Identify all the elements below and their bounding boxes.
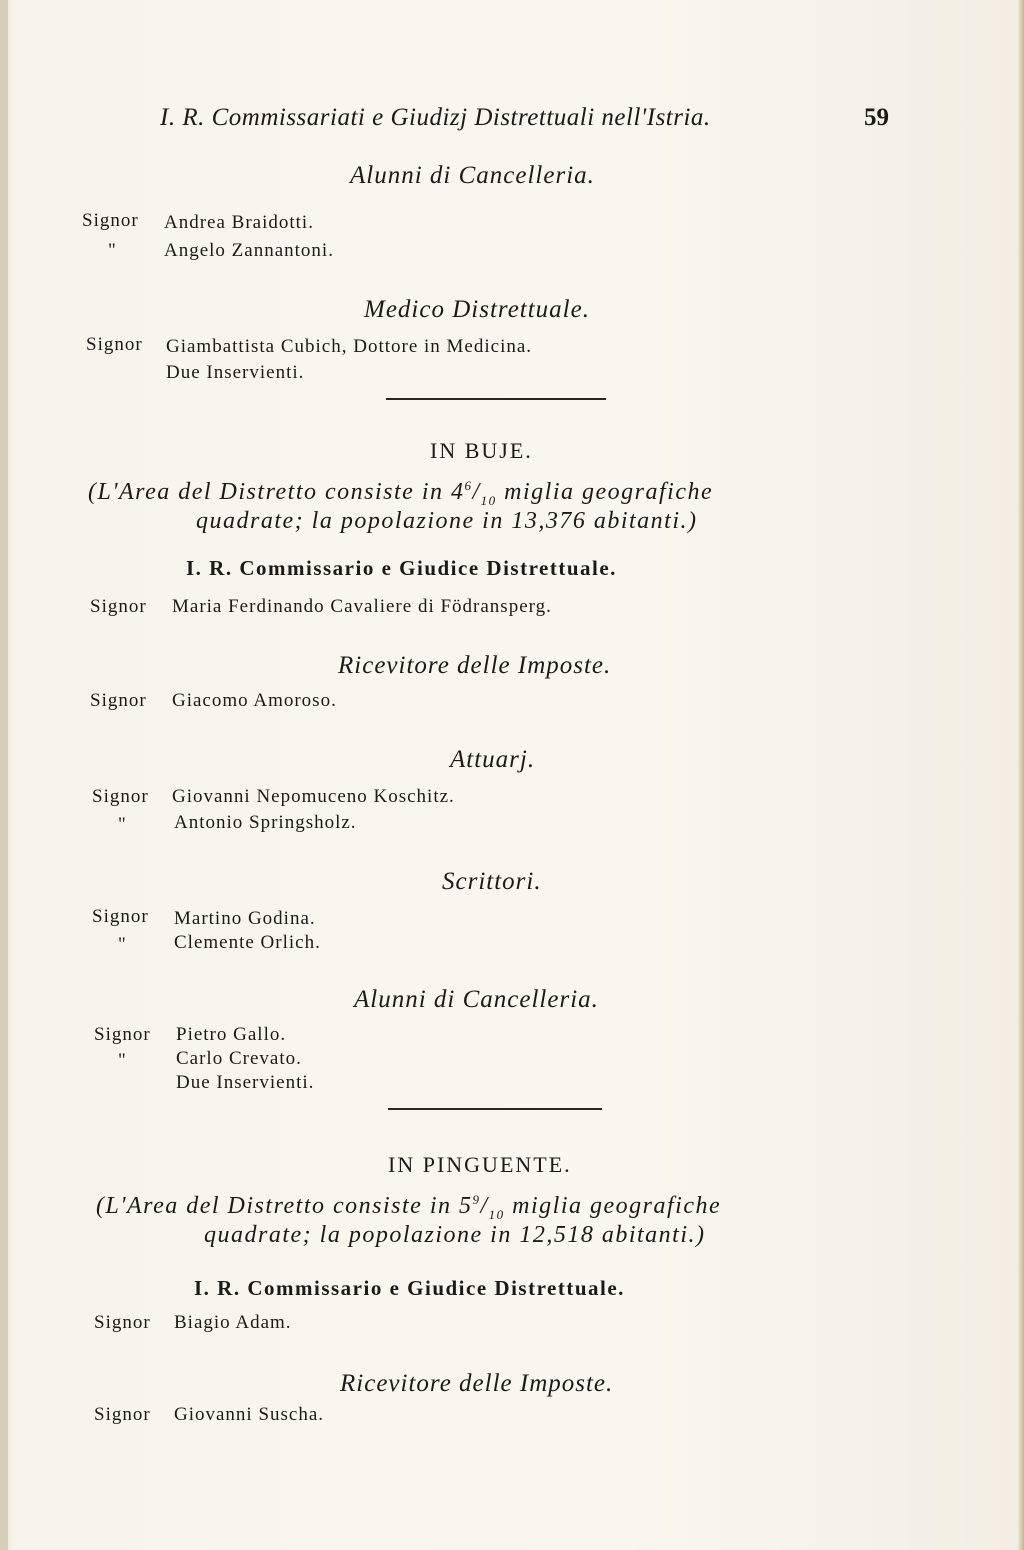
section-title-medico: Medico Distrettuale. [364,296,590,323]
entry-name: Giovanni Nepomuceno Koschitz. [172,786,455,807]
entry-label: Signor [94,1312,151,1333]
entry-name: Maria Ferdinando Cavaliere di Födransperg. [172,596,552,617]
entry-label: Signor [82,210,139,231]
entry-name: Due Inservienti. [166,362,305,383]
page-right-edge [1018,0,1024,1550]
entry-label: " [108,240,117,261]
section-title-ricevitore: Ricevitore delle Imposte. [340,1370,614,1397]
section-title-scrittori: Scrittori. [442,868,542,895]
entry-label: Signor [90,690,147,711]
commissario-title: I. R. Commissario e Giudice Distrettuale. [194,1276,625,1300]
entry-name: Andrea Braidotti. [164,212,314,233]
entry-label: " [118,814,127,835]
page-left-edge [0,0,8,1550]
entry-name: Biagio Adam. [174,1312,292,1333]
section-title-ricevitore: Ricevitore delle Imposte. [338,652,612,679]
section-title-alunni-2: Alunni di Cancelleria. [354,986,599,1013]
entry-label: Signor [94,1404,151,1425]
area-text: (L'Area del Distretto consiste in 4 [88,479,465,505]
area-text: (L'Area del Distretto consiste in 5 [96,1193,473,1219]
entry-name: Giambattista Cubich, Dottore in Medicina. [166,336,533,357]
area-text: miglia geografiche [504,1193,722,1219]
section-title-alunni-1: Alunni di Cancelleria. [350,162,595,189]
entry-name: Due Inservienti. [176,1072,315,1093]
entry-label: Signor [92,786,149,807]
entry-name: Carlo Crevato. [176,1048,302,1069]
entry-name: Pietro Gallo. [176,1024,287,1045]
entry-label: " [118,934,127,955]
area-line-2: quadrate; la popolazione in 12,518 abitanti.) [204,1222,706,1248]
divider-rule [388,1108,602,1110]
area-text: miglia geografiche [496,479,714,505]
fraction-denominator: 10 [488,1206,505,1222]
area-line-1: (L'Area del Distretto consiste in $5^9/_{10}$ miglia geografiche [96,1192,722,1222]
entry-name: Martino Godina. [174,908,316,929]
section-title-attuarj: Attuarj. [450,746,536,773]
entry-name: Antonio Springsholz. [174,812,357,833]
divider-rule [386,398,606,400]
commissario-title: I. R. Commissario e Giudice Distrettuale. [186,556,617,580]
page-number: 59 [864,104,889,131]
area-line-1: (L'Area del Distretto consiste in $4^6/_{10}$ miglia geografiche [88,478,714,508]
fraction-numerator: 9 [472,1192,481,1207]
entry-label: Signor [86,334,143,355]
entry-name: Clemente Orlich. [174,932,321,953]
entry-name: Giacomo Amoroso. [172,690,337,711]
area-line-2: quadrate; la popolazione in 13,376 abitanti.) [196,508,698,534]
entry-label: " [118,1050,127,1071]
fraction-numerator: 6 [464,478,473,493]
running-header: I. R. Commissariati e Giudizj Distrettuali nell'Istria. [160,104,711,131]
entry-name: Angelo Zannantoni. [164,240,334,261]
entry-label: Signor [94,1024,151,1045]
fraction-denominator: 10 [480,492,497,508]
district-heading-pinguente: IN PINGUENTE. [388,1152,572,1177]
entry-label: Signor [92,906,149,927]
entry-name: Giovanni Suscha. [174,1404,325,1425]
entry-label: Signor [90,596,147,617]
district-heading-buje: IN BUJE. [430,438,533,463]
